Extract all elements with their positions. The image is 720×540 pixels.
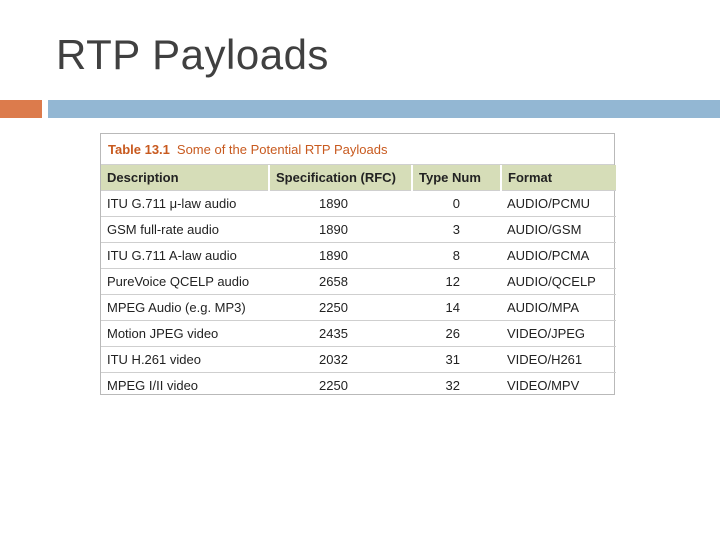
cell-description: ITU H.261 video: [101, 346, 269, 372]
cell-format: AUDIO/QCELP: [501, 268, 616, 294]
cell-format: AUDIO/GSM: [501, 216, 616, 242]
table-row: [101, 216, 616, 242]
cell-type-num: 14: [412, 294, 501, 320]
cell-type-num: 0: [412, 190, 501, 216]
table-caption-text: Some of the Potential RTP Payloads: [176, 141, 388, 157]
accent-bar-blue: [48, 100, 720, 118]
accent-bar-orange: [0, 100, 42, 118]
payload-table-figure: [100, 133, 615, 395]
cell-format: VIDEO/JPEG: [501, 320, 616, 346]
table-row: [101, 320, 616, 346]
cell-specification: 2435: [269, 320, 412, 346]
table-row: [101, 190, 616, 216]
header-format: Format: [501, 165, 616, 190]
cell-type-num: 32: [412, 372, 501, 398]
table-caption-number: Table 13.1: [108, 141, 170, 157]
cell-type-num: 8: [412, 242, 501, 268]
cell-specification: 2658: [269, 268, 412, 294]
cell-specification: 2250: [269, 294, 412, 320]
cell-type-num: 31: [412, 346, 501, 372]
cell-description: GSM full-rate audio: [101, 216, 269, 242]
cell-specification: 2032: [269, 346, 412, 372]
cell-format: VIDEO/H261: [501, 346, 616, 372]
cell-format: AUDIO/PCMA: [501, 242, 616, 268]
table-header-row: [101, 165, 616, 190]
cell-format: VIDEO/MPV: [501, 372, 616, 398]
slide-title: RTP Payloads: [56, 31, 329, 78]
cell-specification: 1890: [269, 190, 412, 216]
table-row: [101, 294, 616, 320]
cell-specification: 1890: [269, 216, 412, 242]
header-specification: Specification (RFC): [269, 165, 412, 190]
cell-type-num: 26: [412, 320, 501, 346]
cell-specification: 1890: [269, 242, 412, 268]
cell-description: Motion JPEG video: [101, 320, 269, 346]
header-type-num: Type Num: [412, 165, 501, 190]
payload-table: [101, 165, 616, 398]
table-caption: [101, 134, 614, 165]
table-row: [101, 242, 616, 268]
cell-type-num: 12: [412, 268, 501, 294]
table-row: [101, 346, 616, 372]
cell-description: ITU G.711 A-law audio: [101, 242, 269, 268]
cell-description: MPEG Audio (e.g. MP3): [101, 294, 269, 320]
header-description: Description: [101, 165, 269, 190]
cell-description: PureVoice QCELP audio: [101, 268, 269, 294]
cell-description: MPEG I/II video: [101, 372, 269, 398]
cell-type-num: 3: [412, 216, 501, 242]
cell-format: AUDIO/MPA: [501, 294, 616, 320]
table-row: [101, 372, 616, 398]
cell-format: AUDIO/PCMU: [501, 190, 616, 216]
cell-description: ITU G.711 μ-law audio: [101, 190, 269, 216]
cell-specification: 2250: [269, 372, 412, 398]
table-row: [101, 268, 616, 294]
